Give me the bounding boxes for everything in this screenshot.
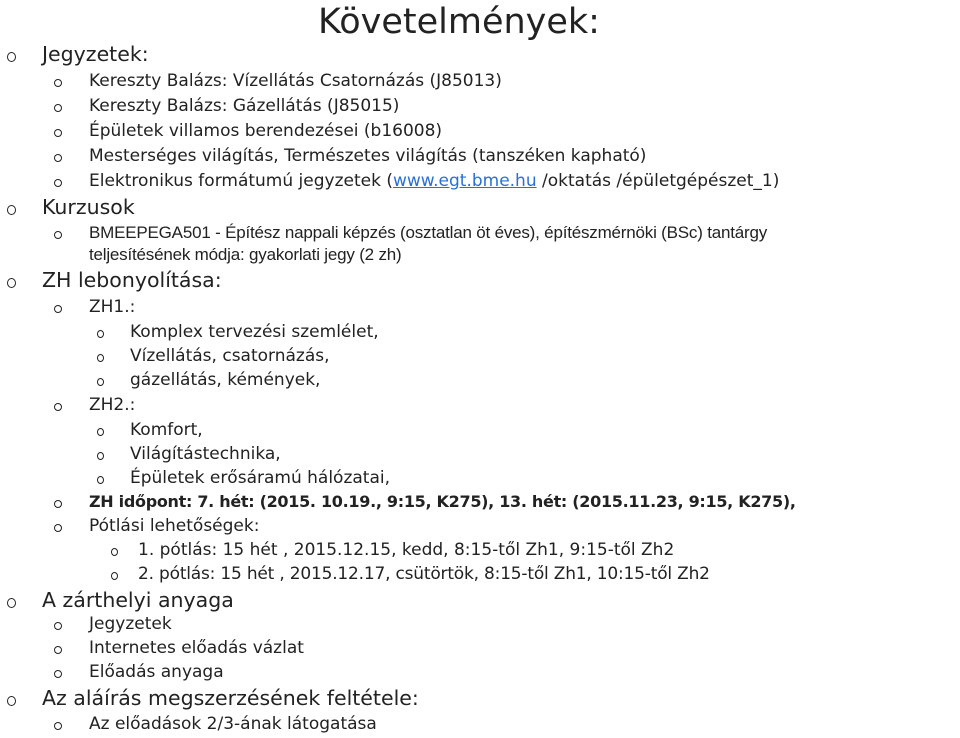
bullet-icon [54, 403, 62, 411]
bullet-icon [54, 129, 62, 137]
bullet-icon [97, 378, 104, 386]
bullet-icon [54, 231, 62, 239]
bullet-icon [54, 104, 62, 112]
bullet-icon [7, 52, 16, 62]
bullet-icon [54, 305, 62, 313]
bullet-icon [111, 548, 118, 556]
bullet-icon [7, 205, 16, 215]
bullet-icon [111, 572, 118, 580]
bullet-icon [54, 622, 62, 630]
bullet-icon [7, 598, 16, 608]
bullet-icon [54, 646, 62, 654]
bullet-icon [54, 722, 62, 730]
bullet-icon [97, 354, 104, 362]
bullet-icon [97, 330, 104, 338]
bullet-icon [97, 476, 104, 484]
bullet-icon [7, 696, 16, 706]
egt-bme-link[interactable]: www.egt.bme.hu [392, 171, 537, 191]
bullet-icon [54, 500, 62, 508]
bullet-icon [97, 452, 104, 460]
page-title: Követelmények: [318, 2, 600, 42]
bullet-icon [54, 79, 62, 87]
bullet-icon [54, 179, 62, 187]
bullet-icon [54, 154, 62, 162]
bullet-icon [54, 670, 62, 678]
bullet-icon [7, 278, 16, 288]
bullet-icon [54, 524, 62, 532]
bullet-icon [97, 428, 104, 436]
